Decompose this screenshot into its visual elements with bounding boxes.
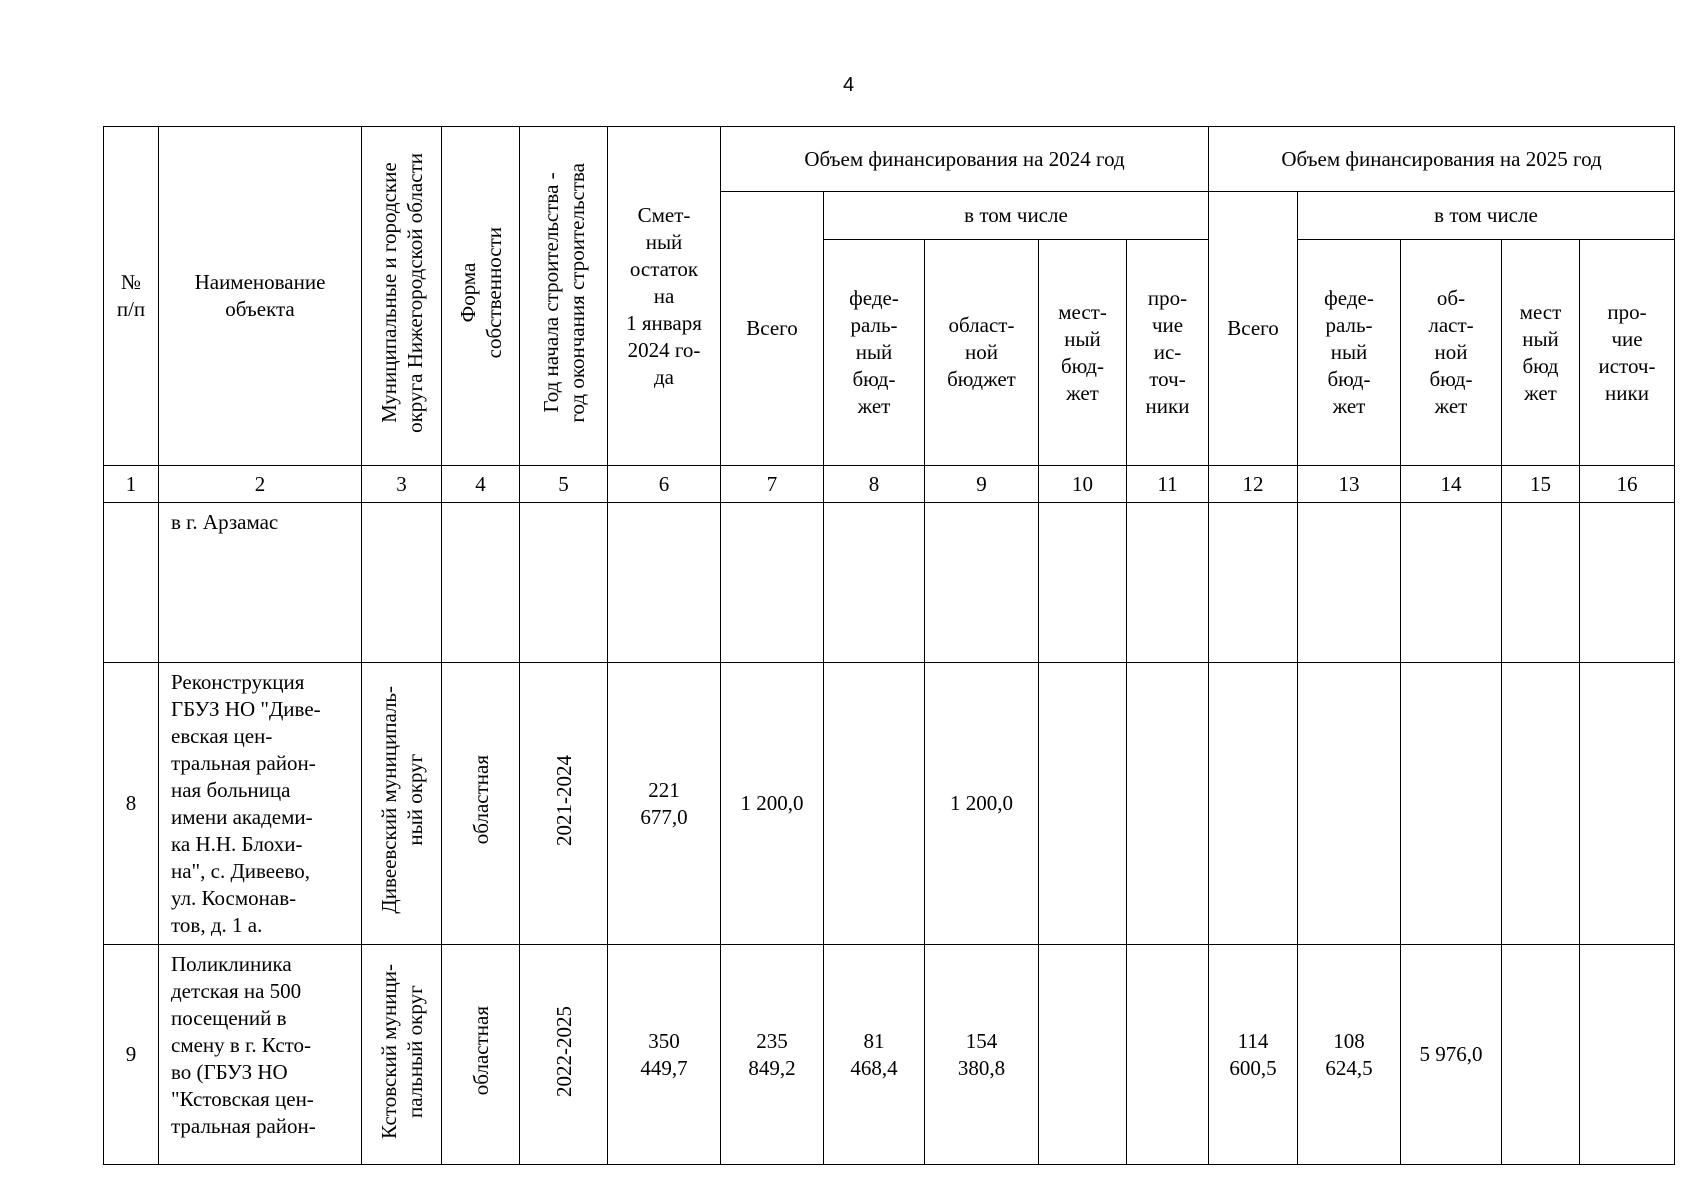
- row-total-2024: [721, 503, 824, 663]
- row-local-2025: [1502, 663, 1580, 945]
- column-number: 4: [442, 466, 520, 503]
- header-local-2025: мест ный бюд жет: [1502, 240, 1580, 466]
- row-remainder: 350 449,7: [608, 945, 721, 1165]
- row-num: [104, 503, 159, 663]
- header-municipal-cell: [362, 127, 442, 466]
- row-local-2025: [1502, 503, 1580, 663]
- row-municipal: Кстовский муници- пальный округ: [362, 945, 442, 1165]
- column-number: 6: [608, 466, 721, 503]
- row-local-2024: [1039, 945, 1127, 1165]
- header-other-2025: про- чие источ- ники: [1580, 240, 1675, 466]
- table-row: [104, 945, 1675, 1165]
- column-number: 2: [159, 466, 362, 503]
- header-ownership-cell: [442, 127, 520, 466]
- column-number: 7: [721, 466, 824, 503]
- column-number: 1: [104, 466, 159, 503]
- row-remainder: 221 677,0: [608, 663, 721, 945]
- financing-table: [103, 126, 1675, 1165]
- header-remainder: Смет- ный остаток на 1 января 2024 го- да: [608, 127, 721, 466]
- header-fin-2024: Объем финансирования на 2024 год: [721, 127, 1209, 192]
- row-regional-2025: 5 976,0: [1401, 945, 1502, 1165]
- column-number: 16: [1580, 466, 1675, 503]
- row-years: [520, 503, 608, 663]
- header-row-1: [104, 127, 1675, 192]
- header-federal-2025: феде- раль- ный бюд- жет: [1298, 240, 1401, 466]
- header-including-2025: в том числе: [1298, 192, 1675, 240]
- page-number: 4: [842, 74, 855, 96]
- row-name: Поликлиника детская на 500 посещений в смену в г. Ксто- во (ГБУЗ НО "Кстовская цен- тральная район-: [159, 945, 362, 1165]
- row-num: 9: [104, 945, 159, 1165]
- row-other-2025: [1580, 503, 1675, 663]
- header-total-2024: Всего: [721, 192, 824, 466]
- row-federal-2025: 108 624,5: [1298, 945, 1401, 1165]
- row-regional-2025: [1401, 503, 1502, 663]
- row-regional-2024: 1 200,0: [925, 663, 1039, 945]
- row-num: 8: [104, 663, 159, 945]
- header-regional-2024: област- ной бюджет: [925, 240, 1039, 466]
- table-row: [104, 663, 1675, 945]
- header-years: Год начала строительства - год окончания строительства: [538, 162, 589, 423]
- table-row: [104, 503, 1675, 663]
- row-federal-2025: [1298, 663, 1401, 945]
- row-other-2024: [1127, 503, 1209, 663]
- row-total-2024: 1 200,0: [721, 663, 824, 945]
- row-regional-2024: [925, 503, 1039, 663]
- row-local-2024: [1039, 663, 1127, 945]
- row-other-2024: [1127, 945, 1209, 1165]
- row-years: 2021-2024: [520, 663, 608, 945]
- row-local-2024: [1039, 503, 1127, 663]
- column-number: 8: [824, 466, 925, 503]
- row-total-2025: 114 600,5: [1209, 945, 1298, 1165]
- row-ownership: [442, 503, 520, 663]
- header-total-2025: Всего: [1209, 192, 1298, 466]
- column-number-row: [104, 466, 1675, 503]
- header-years-cell: [520, 127, 608, 466]
- column-number: 13: [1298, 466, 1401, 503]
- row-other-2024: [1127, 663, 1209, 945]
- row-municipal: Дивеевский муниципаль- ный округ: [362, 663, 442, 945]
- header-municipal: Муниципальные и городские округа Нижегородской области: [376, 152, 427, 433]
- row-regional-2025: [1401, 663, 1502, 945]
- header-federal-2024: феде- раль- ный бюд- жет: [824, 240, 925, 466]
- row-municipal: [362, 503, 442, 663]
- row-name: Реконструкция ГБУЗ НО "Диве- евская цен- тральная район- ная больница имени академи- ка Н.Н. Блохи- на", с. Дивеево, ул. Космонав- тов, д. 1 а.: [159, 663, 362, 945]
- column-number: 9: [925, 466, 1039, 503]
- header-ownership: Форма собственности: [455, 226, 506, 359]
- row-other-2025: [1580, 945, 1675, 1165]
- header-regional-2025: об- ласт- ной бюд- жет: [1401, 240, 1502, 466]
- column-number: 3: [362, 466, 442, 503]
- column-number: 15: [1502, 466, 1580, 503]
- row-federal-2024: [824, 503, 925, 663]
- row-federal-2025: [1298, 503, 1401, 663]
- row-years: 2022-2025: [520, 945, 608, 1165]
- column-number: 10: [1039, 466, 1127, 503]
- row-federal-2024: 81 468,4: [824, 945, 925, 1165]
- row-ownership: областная: [442, 663, 520, 945]
- row-remainder: [608, 503, 721, 663]
- row-name: в г. Арзамас: [159, 503, 362, 663]
- header-local-2024: мест- ный бюд- жет: [1039, 240, 1127, 466]
- header-other-2024: про- чие ис- точ- ники: [1127, 240, 1209, 466]
- header-num: № п/п: [104, 127, 159, 466]
- header-fin-2025: Объем финансирования на 2025 год: [1209, 127, 1675, 192]
- row-regional-2024: 154 380,8: [925, 945, 1039, 1165]
- row-federal-2024: [824, 663, 925, 945]
- row-total-2025: [1209, 503, 1298, 663]
- column-number: 14: [1401, 466, 1502, 503]
- column-number: 11: [1127, 466, 1209, 503]
- column-number: 5: [520, 466, 608, 503]
- column-number: 12: [1209, 466, 1298, 503]
- row-local-2025: [1502, 945, 1580, 1165]
- row-total-2024: 235 849,2: [721, 945, 824, 1165]
- row-total-2025: [1209, 663, 1298, 945]
- row-ownership: областная: [442, 945, 520, 1165]
- row-other-2025: [1580, 663, 1675, 945]
- header-name: Наименование объекта: [159, 127, 362, 466]
- header-including-2024: в том числе: [824, 192, 1209, 240]
